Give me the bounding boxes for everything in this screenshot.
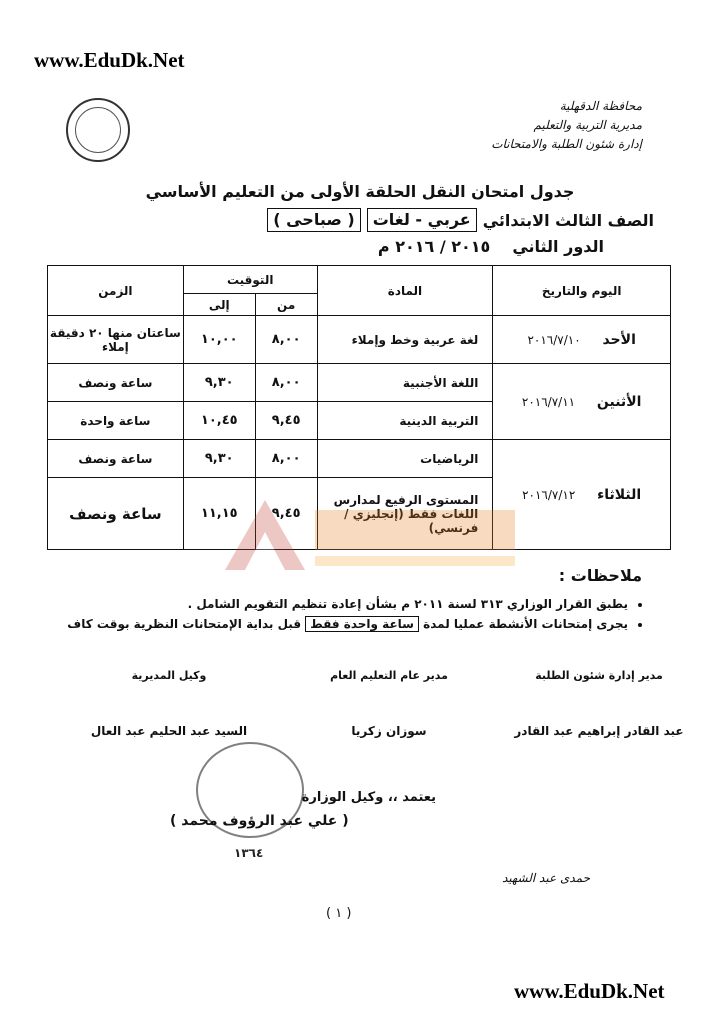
note-text-post: قبل بداية الإمتحانات النظرية بوقت كاف: [67, 617, 302, 631]
signatory-name: السيد عبد الحليم عبد العال: [90, 724, 248, 738]
signature-block: [84, 669, 254, 738]
header-duration: الزمن: [48, 266, 184, 316]
duration-cell: ساعتان منها ٢٠ دقيقة إملاء: [48, 316, 184, 364]
round-line: [378, 237, 604, 256]
governorate-line: محافظة الدقهلية: [559, 99, 642, 113]
day-name: الأحد: [602, 331, 636, 348]
note-duration-box: ساعة واحدة فقط: [305, 616, 419, 632]
signatory-name: سوزان زكريا: [351, 724, 427, 738]
department-line: إدارة شئون الطلبة والامتحانات: [491, 137, 642, 151]
website-url-top: www.EduDk.Net: [34, 48, 185, 72]
directorate-line: مديرية التربية والتعليم: [533, 118, 642, 132]
ministry-seal-icon: [66, 98, 130, 162]
exam-schedule-table: [47, 265, 671, 550]
table-row: [48, 364, 671, 402]
exam-date: ٢٠١٦/٧/١٠: [527, 332, 581, 347]
signatory-title: مدير عام التعليم العام: [330, 669, 448, 682]
duration-cell: ساعة ونصف: [48, 440, 184, 478]
to-time: ١٠,٤٥: [183, 402, 255, 440]
note-item: [26, 597, 628, 611]
from-time: ٨,٠٠: [255, 364, 317, 402]
day-date-cell: [493, 440, 671, 550]
to-time: ٩,٣٠: [183, 364, 255, 402]
grade-line: [267, 208, 654, 232]
header-day-date: اليوم والتاريخ: [493, 266, 671, 316]
duration-cell: ساعة ونصف: [48, 364, 184, 402]
note-item: [26, 617, 628, 631]
from-time: ٩,٤٥: [255, 402, 317, 440]
signature-block: [514, 669, 684, 738]
website-url-bottom: www.EduDk.Net: [514, 979, 665, 1003]
clerk-name: حمدى عبد الشهيد: [502, 871, 590, 885]
to-time: ٩,٣٠: [183, 440, 255, 478]
issuing-authority: [382, 97, 642, 154]
header-to: إلى: [183, 294, 255, 316]
from-time: ٨,٠٠: [255, 440, 317, 478]
handwritten-number: ١٣٦٤: [234, 846, 264, 860]
subject-cell: اللغة الأجنبية: [317, 364, 493, 402]
academic-year: ٢٠١٥ / ٢٠١٦ م: [377, 237, 491, 256]
round-name: الدور الثاني: [512, 237, 604, 256]
note-text: يطبق القرار الوزاري ٣١٣ لسنة ٢٠١١ م بشأن إعادة تنظيم التقويم الشامل .: [187, 597, 628, 611]
grade-label: الصف الثالث الابتدائي: [482, 210, 654, 230]
duration-cell: ساعة ونصف: [48, 478, 184, 550]
signatory-title: وكيل المديرية: [131, 669, 207, 682]
signature-block: [304, 669, 474, 738]
day-date-cell: [493, 316, 671, 364]
signatory-title: مدير إدارة شئون الطلبة: [535, 669, 663, 682]
subject-cell: التربية الدينية: [317, 402, 493, 440]
subject-cell: الرياضيات: [317, 440, 493, 478]
subject-cell: لغة عربية وخط وإملاء: [317, 316, 493, 364]
from-time: ٨,٠٠: [255, 316, 317, 364]
subject-cell: المستوى الرفيع لمدارس اللغات فقط (إنجليزي / فرنسي): [317, 478, 493, 550]
from-time: ٩,٤٥: [255, 478, 317, 550]
exam-date: ٢٠١٦/٧/١٢: [522, 487, 576, 502]
table-row: [48, 440, 671, 478]
notes-title: ملاحظات :: [558, 566, 642, 585]
note-text-pre: يجرى إمتحانات الأنشطة عمليا لمدة: [423, 617, 628, 631]
header-from: من: [255, 294, 317, 316]
language-box: عربي - لغات: [367, 208, 477, 232]
day-date-cell: [493, 364, 671, 440]
approval-label: يعتمد ،، وكيل الوزارة: [301, 790, 436, 805]
to-time: ١٠,٠٠: [183, 316, 255, 364]
shift-box: ( صباحى ): [267, 208, 360, 232]
table-row: [48, 316, 671, 364]
duration-cell: ساعة واحدة: [48, 402, 184, 440]
day-name: الثلاثاء: [597, 486, 642, 503]
page-number: ( ١ ): [326, 906, 352, 921]
document-title: جدول امتحان النقل الحلقة الأولى من التعليم الأساسي: [145, 182, 575, 201]
day-name: الأثنين: [596, 393, 642, 410]
header-subject: المادة: [317, 266, 493, 316]
header-timing: التوقيت: [183, 266, 317, 294]
to-time: ١١,١٥: [183, 478, 255, 550]
exam-date: ٢٠١٦/٧/١١: [521, 394, 576, 409]
signatory-name: عبد القادر إبراهيم عبد القادر: [514, 724, 684, 738]
approver-name: ( علي عبد الرؤوف محمد ): [170, 813, 349, 829]
notes-list: [26, 597, 646, 637]
